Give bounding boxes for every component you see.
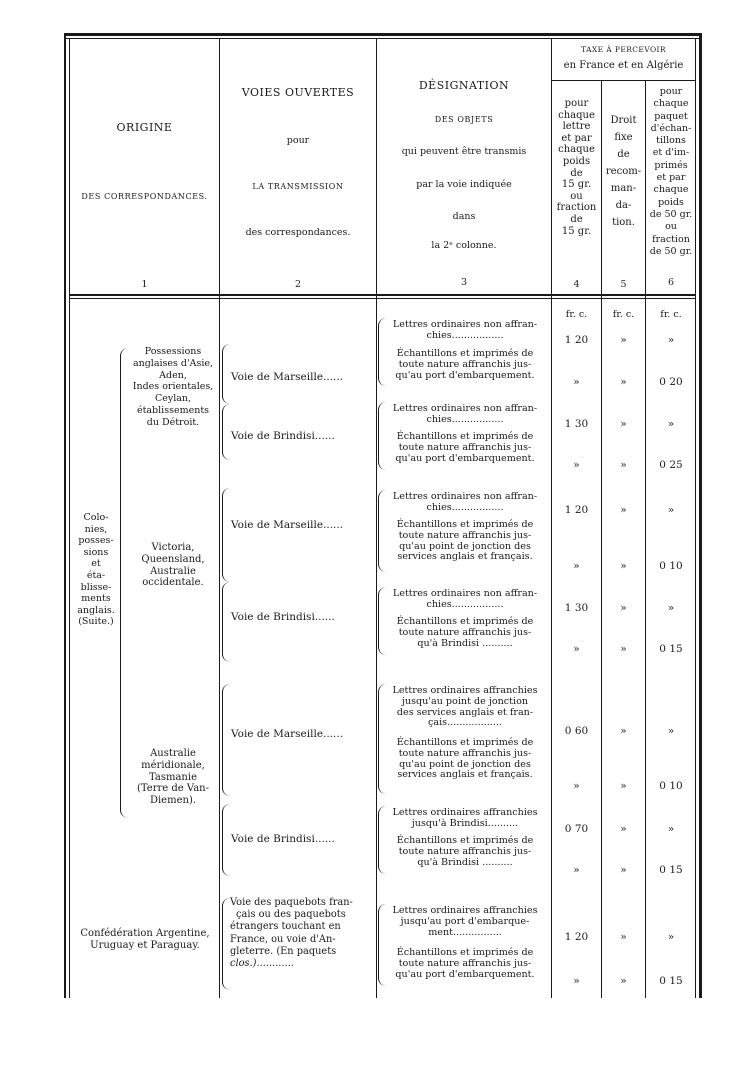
r4-c5: » bbox=[620, 459, 627, 471]
col4-h-3: et par bbox=[561, 132, 592, 144]
col5-header bbox=[602, 112, 645, 231]
d13-1: jusqu'au port d'embarque- bbox=[400, 915, 530, 927]
col6-h-6: primés bbox=[654, 159, 688, 171]
route-dots: ...... bbox=[314, 430, 335, 442]
colonies-brace bbox=[120, 348, 128, 818]
col6-header bbox=[646, 86, 696, 258]
d12-1: toute nature affranchis jus- bbox=[398, 845, 532, 857]
designation-4 bbox=[380, 432, 550, 464]
col6-h-11: ou bbox=[665, 221, 677, 233]
col-number-1: 1 bbox=[141, 279, 148, 290]
designation-1 bbox=[380, 320, 550, 342]
d10-2: qu'au point de jonction des bbox=[399, 758, 531, 770]
colonies-8: anglais. bbox=[77, 604, 115, 616]
brace-south-brindisi bbox=[222, 804, 230, 876]
r1-c5: » bbox=[620, 334, 627, 346]
asia-6: du Détroit. bbox=[146, 416, 200, 428]
paq-4: gleterre. (En paquets bbox=[230, 945, 337, 957]
designation-5 bbox=[380, 492, 550, 514]
col-sep-1 bbox=[219, 38, 220, 998]
route-label: Voie de Marseille bbox=[231, 371, 324, 383]
colonies-2: posses- bbox=[78, 535, 114, 547]
col6-h-4: tillons bbox=[656, 135, 686, 147]
tax-group-rule bbox=[551, 80, 696, 81]
r14-c4: » bbox=[573, 975, 580, 987]
col-number-6: 6 bbox=[667, 277, 675, 288]
d11-1: jusqu'à Brindisi.......... bbox=[411, 817, 519, 829]
d14-0: Échantillons et imprimés de bbox=[396, 947, 534, 958]
d3-1: chies................. bbox=[426, 413, 504, 425]
d9-1: jusqu'au point de jonction bbox=[401, 695, 529, 707]
col5-h-3: recom- bbox=[605, 166, 642, 177]
r2-c6: 0 20 bbox=[659, 376, 683, 388]
r9-c4: 0 60 bbox=[564, 725, 589, 737]
designation-l5: la 2ᵉ colonne. bbox=[431, 240, 497, 251]
paq-1: çais ou des paquebots bbox=[236, 909, 346, 921]
r5-c5: » bbox=[620, 504, 627, 516]
victoria-2: Australie bbox=[150, 565, 196, 577]
r8-c4: » bbox=[573, 643, 580, 655]
victoria-1: Queensland, bbox=[141, 553, 205, 565]
victoria-3: occidentale. bbox=[142, 577, 204, 589]
r13-c6: » bbox=[667, 931, 675, 943]
d5-0: Lettres ordinaires non affran- bbox=[392, 491, 538, 502]
colonies-1: nies, bbox=[84, 523, 108, 535]
r7-c6: » bbox=[667, 602, 675, 614]
asia-4: Ceylan, bbox=[154, 393, 192, 405]
unit-col6: fr. c. bbox=[660, 309, 682, 320]
r3-c6: » bbox=[667, 418, 675, 430]
designation-l3: par la voie indiquée bbox=[416, 179, 512, 190]
r7-c5: » bbox=[620, 602, 627, 614]
route-asia-brindisi bbox=[231, 431, 335, 442]
designation-12 bbox=[380, 836, 550, 868]
colonies-5: éta- bbox=[86, 569, 106, 581]
routes-header-transmission: LA TRANSMISSION bbox=[252, 182, 344, 191]
route-label: Voie de Marseille bbox=[231, 519, 324, 531]
r12-c4: » bbox=[573, 864, 580, 876]
route-label: Voie de Marseille bbox=[231, 728, 324, 740]
route-victoria-brindisi bbox=[231, 612, 335, 623]
col6-h-12: fraction bbox=[652, 233, 690, 245]
designation-l2: qui peuvent être transmis bbox=[401, 146, 527, 157]
d14-2: qu'au port d'embarquement. bbox=[395, 968, 535, 980]
designation-6 bbox=[380, 520, 550, 563]
r10-c5: » bbox=[620, 780, 627, 792]
unit-col5: fr. c. bbox=[612, 309, 635, 320]
col4-h-11: 15 gr. bbox=[561, 225, 592, 237]
r4-c6: 0 25 bbox=[659, 459, 683, 471]
designation-10 bbox=[380, 738, 550, 781]
col5-h-1: fixe bbox=[614, 132, 633, 143]
colonies-9: (Suite.) bbox=[78, 616, 114, 628]
south-0: Australie bbox=[150, 748, 196, 759]
col4-h-0: pour bbox=[564, 98, 589, 109]
designation-l4: dans bbox=[452, 211, 476, 222]
route-south-marseille bbox=[231, 729, 343, 740]
col5-h-2: de bbox=[617, 149, 630, 160]
r11-c5: » bbox=[620, 823, 627, 835]
paq-5: clos.) bbox=[230, 958, 257, 970]
designation-objets: DES OBJETS bbox=[434, 115, 494, 124]
d12-0: Échantillons et imprimés de bbox=[396, 835, 534, 846]
col4-h-10: de bbox=[570, 213, 583, 225]
frame-top-thin bbox=[64, 38, 701, 39]
designation-11 bbox=[380, 808, 550, 830]
r5-c6: » bbox=[667, 504, 675, 516]
asia-1: anglaises d'Asie, bbox=[132, 357, 214, 369]
r3-c4: 1 30 bbox=[564, 418, 589, 430]
col4-h-4: chaque bbox=[558, 144, 595, 156]
col4-header bbox=[552, 98, 601, 237]
col5-h-4: man- bbox=[610, 183, 637, 194]
designation-14 bbox=[380, 948, 550, 980]
argentina-1: Uruguay et Paraguay. bbox=[90, 940, 200, 951]
col6-h-8: chaque bbox=[653, 184, 689, 196]
colonies-4: et bbox=[91, 558, 101, 570]
designation-7 bbox=[380, 589, 550, 611]
designation-2 bbox=[380, 349, 550, 381]
r6-c5: » bbox=[620, 560, 627, 572]
r6-c4: » bbox=[573, 560, 580, 572]
route-paquebots bbox=[230, 897, 374, 970]
d12-2: qu'à Brindisi .......... bbox=[417, 856, 513, 868]
d7-0: Lettres ordinaires non affran- bbox=[392, 588, 538, 599]
r5-c4: 1 20 bbox=[564, 504, 589, 516]
south-2: Tasmanie bbox=[149, 771, 197, 783]
r1-c4: 1 20 bbox=[564, 334, 589, 346]
r13-c4: 1 20 bbox=[564, 931, 589, 943]
d3-0: Lettres ordinaires non affran- bbox=[392, 403, 538, 414]
r8-c6: 0 15 bbox=[659, 643, 683, 655]
r8-c5: » bbox=[620, 643, 627, 655]
d4-1: toute nature affranchis jus- bbox=[398, 441, 532, 453]
origin-asia bbox=[128, 346, 218, 429]
header-bottom-rule-2 bbox=[69, 298, 696, 299]
colonies-7: ments bbox=[81, 593, 111, 605]
d2-1: toute nature affranchis jus- bbox=[398, 358, 532, 370]
col5-h-5: da- bbox=[615, 200, 632, 211]
d1-1: chies................. bbox=[426, 329, 504, 341]
d6-1: toute nature affranchis jus- bbox=[398, 529, 532, 541]
r11-c4: 0 70 bbox=[564, 823, 589, 835]
col4-h-2: lettre bbox=[562, 121, 591, 133]
d8-1: toute nature affranchis jus- bbox=[398, 626, 532, 638]
route-label: Voie de Brindisi bbox=[231, 833, 315, 845]
asia-2: Aden, bbox=[159, 369, 187, 381]
d6-3: services anglais et français. bbox=[397, 551, 533, 563]
route-victoria-marseille bbox=[231, 520, 343, 531]
route-dots: ...... bbox=[314, 833, 335, 845]
col6-h-10: de 50 gr. bbox=[649, 208, 693, 220]
unit-col4: fr. c. bbox=[565, 309, 588, 320]
designation-3 bbox=[380, 404, 550, 426]
argentina-0: Confédération Argentine, bbox=[80, 928, 210, 939]
r14-c6: 0 15 bbox=[659, 975, 683, 987]
route-dots: ...... bbox=[314, 611, 335, 623]
d10-1: toute nature affranchis jus- bbox=[398, 747, 532, 759]
designation-header: DÉSIGNATION bbox=[418, 79, 510, 92]
r4-c4: » bbox=[573, 459, 580, 471]
col5-h-0: Droit bbox=[610, 115, 637, 126]
col4-h-5: poids bbox=[562, 155, 591, 167]
route-south-brindisi bbox=[231, 834, 335, 845]
frame-top-thick bbox=[64, 33, 701, 36]
paq-dots-2: ...... bbox=[275, 958, 294, 970]
south-3: (Terre de Van- bbox=[137, 783, 209, 795]
col-number-5: 5 bbox=[620, 279, 627, 290]
col6-h-3: d'échan- bbox=[650, 122, 692, 134]
r3-c5: » bbox=[620, 418, 627, 430]
route-dots: ...... bbox=[323, 371, 344, 383]
d10-3: services anglais et français. bbox=[397, 769, 533, 781]
col6-h-9: poids bbox=[658, 196, 684, 208]
header-bottom-rule bbox=[69, 294, 696, 296]
colonies-6: blisse- bbox=[80, 581, 112, 593]
col6-h-1: chaque bbox=[653, 98, 689, 110]
col6-h-5: et d'im- bbox=[652, 147, 690, 159]
r12-c6: 0 15 bbox=[659, 864, 683, 876]
route-dots: ...... bbox=[323, 728, 344, 740]
r1-c6: » bbox=[667, 334, 675, 346]
d9-3: çais.................. bbox=[428, 717, 502, 729]
r12-c5: » bbox=[620, 864, 627, 876]
frame-right bbox=[699, 33, 702, 998]
col5-h-6: tion. bbox=[612, 217, 635, 228]
d9-0: Lettres ordinaires affranchies bbox=[392, 685, 538, 696]
paq-2: étrangers touchant en bbox=[230, 921, 341, 933]
col4-h-7: 15 gr. bbox=[561, 179, 592, 191]
r9-c6: » bbox=[667, 725, 675, 737]
r7-c4: 1 30 bbox=[564, 602, 589, 614]
origin-argentina bbox=[70, 928, 220, 952]
r10-c4: » bbox=[573, 780, 580, 792]
route-label: Voie de Brindisi bbox=[231, 430, 315, 442]
d6-0: Échantillons et imprimés de bbox=[396, 519, 534, 530]
origin-colonies bbox=[72, 512, 120, 628]
col-number-4: 4 bbox=[573, 279, 580, 290]
paq-dots: ...... bbox=[256, 958, 276, 970]
route-label: Voie de Brindisi bbox=[231, 611, 315, 623]
col-number-3: 3 bbox=[460, 277, 468, 288]
col6-h-13: de 50 gr. bbox=[649, 245, 693, 257]
paq-5-row bbox=[230, 958, 374, 970]
d9-2: des services anglais et fran- bbox=[396, 706, 534, 718]
d4-0: Échantillons et imprimés de bbox=[396, 431, 534, 442]
d5-1: chies................. bbox=[426, 501, 504, 513]
d2-2: qu'au port d'embarquement. bbox=[395, 369, 535, 381]
paq-0: Voie des paquebots fran- bbox=[230, 897, 353, 908]
colonies-3: sions bbox=[83, 546, 109, 558]
d14-1: toute nature affranchis jus- bbox=[398, 957, 532, 969]
col6-h-2: paquet bbox=[654, 110, 688, 122]
brace-victoria-marseille bbox=[222, 488, 230, 582]
d13-2: ment................ bbox=[428, 926, 502, 938]
origin-subheader: DES CORRESPONDANCES. bbox=[81, 192, 208, 201]
d1-0: Lettres ordinaires non affran- bbox=[392, 319, 538, 330]
col4-h-6: de bbox=[570, 167, 583, 179]
col-number-2: 2 bbox=[294, 279, 302, 290]
r11-c6: » bbox=[667, 823, 675, 835]
asia-0: Possessions bbox=[144, 346, 202, 357]
r9-c5: » bbox=[620, 725, 627, 737]
origin-header: ORIGINE bbox=[116, 121, 173, 134]
d8-0: Échantillons et imprimés de bbox=[396, 616, 534, 627]
asia-5: établissements bbox=[136, 404, 210, 416]
r2-c4: » bbox=[573, 376, 580, 388]
tax-group-subtitle: en France et en Algérie bbox=[563, 60, 684, 71]
colonies-0: Colo- bbox=[83, 512, 109, 523]
designation-8 bbox=[380, 617, 550, 649]
south-4: Diemen). bbox=[149, 795, 197, 807]
r14-c5: » bbox=[620, 975, 627, 987]
col4-h-9: fraction bbox=[556, 202, 597, 214]
d11-0: Lettres ordinaires affranchies bbox=[392, 807, 538, 818]
brace-victoria-brindisi bbox=[222, 582, 230, 662]
asia-3: Indes orientales, bbox=[132, 381, 214, 393]
col6-h-7: et par bbox=[656, 172, 686, 184]
victoria-0: Victoria, bbox=[151, 542, 195, 553]
d13-0: Lettres ordinaires affranchies bbox=[392, 905, 538, 916]
d2-0: Échantillons et imprimés de bbox=[396, 348, 534, 359]
r6-c6: 0 10 bbox=[659, 560, 683, 572]
designation-13 bbox=[380, 906, 550, 938]
d7-1: chies................. bbox=[426, 598, 504, 610]
brace-argentina bbox=[222, 898, 230, 990]
designation-9 bbox=[380, 686, 550, 729]
r2-c5: » bbox=[620, 376, 627, 388]
col6-h-0: pour bbox=[659, 86, 683, 97]
brace-asia-brindisi bbox=[222, 404, 230, 460]
origin-victoria bbox=[128, 542, 218, 589]
paq-3: France, ou voie d'An- bbox=[230, 933, 336, 945]
frame-left bbox=[64, 33, 66, 998]
d4-2: qu'au port d'embarquement. bbox=[395, 452, 535, 464]
col4-h-1: chaque bbox=[558, 109, 595, 121]
route-asia-marseille bbox=[231, 372, 343, 383]
routes-header-pour: pour bbox=[286, 135, 310, 146]
route-dots: ...... bbox=[323, 519, 344, 531]
col4-h-8: ou bbox=[570, 190, 583, 202]
d6-2: qu'au point de jonction des bbox=[399, 540, 531, 552]
r10-c6: 0 10 bbox=[659, 780, 683, 792]
south-1: méridionale, bbox=[141, 759, 205, 771]
brace-south-marseille bbox=[222, 684, 230, 796]
brace-asia-marseille bbox=[222, 344, 230, 404]
r13-c5: » bbox=[620, 931, 627, 943]
frame-left-inner bbox=[69, 38, 70, 998]
routes-header: VOIES OUVERTES bbox=[241, 86, 355, 99]
d8-2: qu'à Brindisi .......... bbox=[417, 637, 513, 649]
tax-group-title: TAXE À PERCEVOIR bbox=[581, 45, 666, 54]
origin-south-australia bbox=[128, 748, 218, 807]
d10-0: Échantillons et imprimés de bbox=[396, 737, 534, 748]
routes-header-correspondances: des correspondances. bbox=[245, 227, 351, 238]
